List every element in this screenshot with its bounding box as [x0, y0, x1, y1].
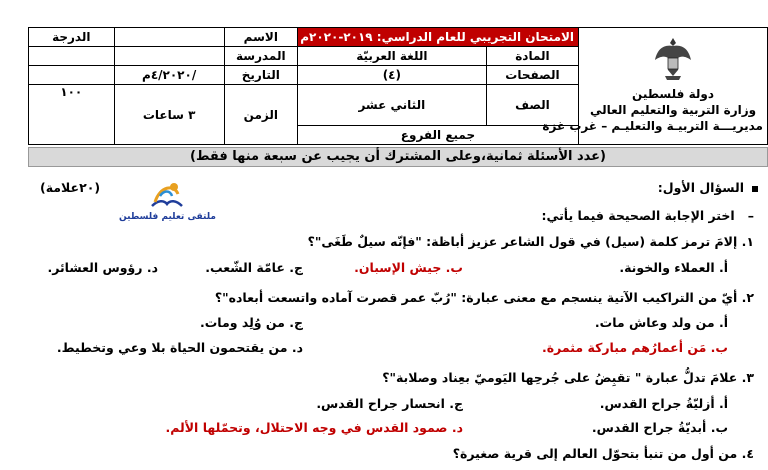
- palestine-eagle-emblem-icon: [653, 34, 693, 82]
- ministry-line-3: مديريـــة التربيـة والتعليـم – غرب غزة: [542, 119, 763, 133]
- school-value: [114, 47, 224, 66]
- date-label: التاريخ: [224, 66, 297, 85]
- q1-item1-option-b: ب. جيش الإسبان.: [354, 260, 463, 275]
- subject-value: اللغة العربيّة: [297, 47, 486, 66]
- q1-item2-option-c: ج. من وُلِد ومات.: [200, 315, 303, 330]
- q1-item2-option-a: أ. من ولد وعاش مات.: [594, 315, 728, 330]
- ministry-line-1: دولة فلسطين: [632, 87, 714, 101]
- pages-value: (٤): [297, 66, 486, 85]
- question1-marks: (٢٠علامة): [40, 180, 101, 195]
- total-marks: ١٠٠: [29, 85, 115, 145]
- ministry-line-2: وزارة التربية والتعليم العالي: [589, 103, 757, 117]
- q1-item3-question: ٣. علامَ تدلُّ عبارة " تقبِضُ على جُرحِها اليَوميّ بعِناد وصلابة"؟: [382, 370, 754, 385]
- q1-item1-option-c: ج. عامّة الشّعب.: [205, 260, 303, 275]
- q1-item1-question: ١. إلامَ ترمز كلمة (سيل) في قول الشاعر عزيز أباظة: "فإنّه سيلٌ طَغَى"؟: [307, 234, 754, 249]
- book-logo-icon: [100, 178, 235, 212]
- score-label: الدرجة: [29, 28, 115, 47]
- ministry-block: [542, 28, 768, 145]
- q1-item3-option-b: ب. أبديّةُ جراح القدس.: [591, 420, 728, 435]
- grade-value: الثاني عشر: [297, 85, 486, 126]
- q1-item1-option-a: أ. العملاء والخونة.: [619, 260, 728, 275]
- school-label: المدرسة: [224, 47, 297, 66]
- q1-item2-question: ٢. أيّ من التراكيب الآتية ينسجم مع معنى عبارة: "رُبّ عمر قصرت آماده واتسعت أبعاده"؟: [214, 290, 754, 305]
- branches-value: جميع الفروع: [297, 126, 578, 145]
- subject-label: المادة: [486, 47, 578, 66]
- time-label: الزمن: [224, 85, 297, 145]
- exam-title-cell: الامتحان التجريبي للعام الدراسي: ٢٠١٩-٢٠٢٠م: [297, 28, 578, 47]
- time-value: ٣ ساعات: [114, 85, 224, 145]
- name-label: الاسم: [224, 28, 297, 47]
- instructions-bar: (عدد الأسئلة ثمانية،وعلى المشترك أن يجيب عن سبعة منها فقط): [28, 147, 768, 167]
- question1-title: السؤال الأول:: [658, 180, 758, 195]
- grade-label: الصف: [486, 85, 578, 126]
- question1-instruction: – اختر الإجابة الصحيحة فيما يأتي:: [541, 208, 754, 223]
- q1-item1-option-d: د. رؤوس العشائر.: [47, 260, 158, 275]
- q1-item3-option-d: د. صمود القدس في وجه الاحتلال، وتحمّلها الألم.: [165, 420, 463, 435]
- q1-item3-option-a: أ. أزليّةُ جراح القدس.: [599, 396, 728, 411]
- q1-item2-option-d: د. من يقتحمون الحياة بلا وعي وتخطيط.: [56, 340, 303, 355]
- bullet-icon: [752, 186, 758, 192]
- date-value: /٤/٢٠٢٠م: [114, 66, 224, 85]
- q1-item2-option-b: ب. مَن أعمارُهم مباركة مثمرة.: [542, 340, 728, 355]
- score-value: [29, 47, 115, 66]
- site-logo-text: ملتقى تعليم فلسطين: [119, 212, 216, 222]
- pages-label: الصفحات: [486, 66, 578, 85]
- name-value: [114, 28, 224, 47]
- score-value-2: [29, 66, 115, 85]
- site-logo: [100, 178, 235, 228]
- exam-header-table: [28, 27, 768, 145]
- q1-item4-question: ٤. من أول من تنبأ بتحوّل العالم إلى قرية صغيرة؟: [452, 446, 754, 461]
- q1-item3-option-c: ج. انحسار جراح القدس.: [316, 396, 463, 411]
